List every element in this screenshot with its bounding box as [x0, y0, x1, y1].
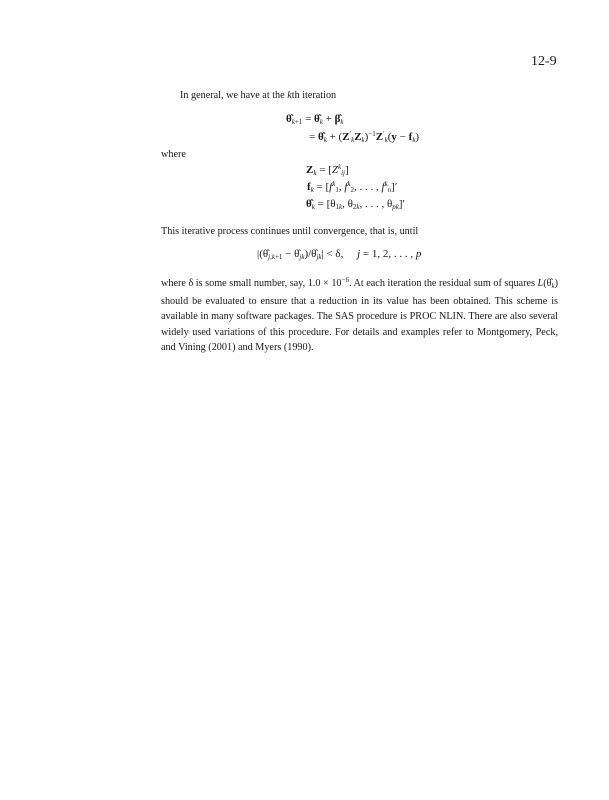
page-number: 12-9: [531, 54, 557, 69]
where-label: where: [161, 149, 186, 160]
process-sentence: This iterative process continues until convergence, that is, until: [161, 226, 419, 237]
update-equation-line-1: $\thetâ_{k+1}$ = $\thetâ_k$ + $\betâ_k$: [286, 113, 344, 126]
definition-theta: $\thetâ_k = [\theta_{1k}$, $\theta_{2k}$, . . . , $\theta_{pk}]'$: [306, 198, 405, 211]
intro-suffix: th iteration: [291, 90, 337, 101]
update-equation-line-2: = $\thetâ_k + (Z'_kZ_k)^{-1}Z'_k(y - f_k)$: [309, 130, 420, 144]
closing-paragraph: where δ is some small number, say, $1.0 \times 10^{-6}$. At each iteration the residual sum of squares $L(\thetâ_k)$ should be evaluated to ensure that a reduction in its value has been obtained. This scheme is available in many software packages. The SAS procedure is PROC NLIN. There are also several widely used variations of this procedure. For details and examples refer to Montgomery, Peck, and Vining (2001) and Myers (1990).: [161, 276, 558, 353]
intro-k: k: [287, 90, 292, 101]
convergence-condition: $|(\thetâ_{j,k+1}$ − $\thetâ_{jk})/\thetâ_{jk}| < \delta$, j = 1, 2, . . . , p: [257, 248, 422, 261]
definition-z: $Z_k = [Z^k_{ij}]$: [306, 163, 349, 177]
intro-sentence: [180, 88, 336, 103]
intro-prefix: In general, we have at the: [180, 90, 288, 101]
definition-f: $f_k = [f^k_1$, $f^k_2$, . . . , $f^k_n]'$: [307, 180, 398, 194]
